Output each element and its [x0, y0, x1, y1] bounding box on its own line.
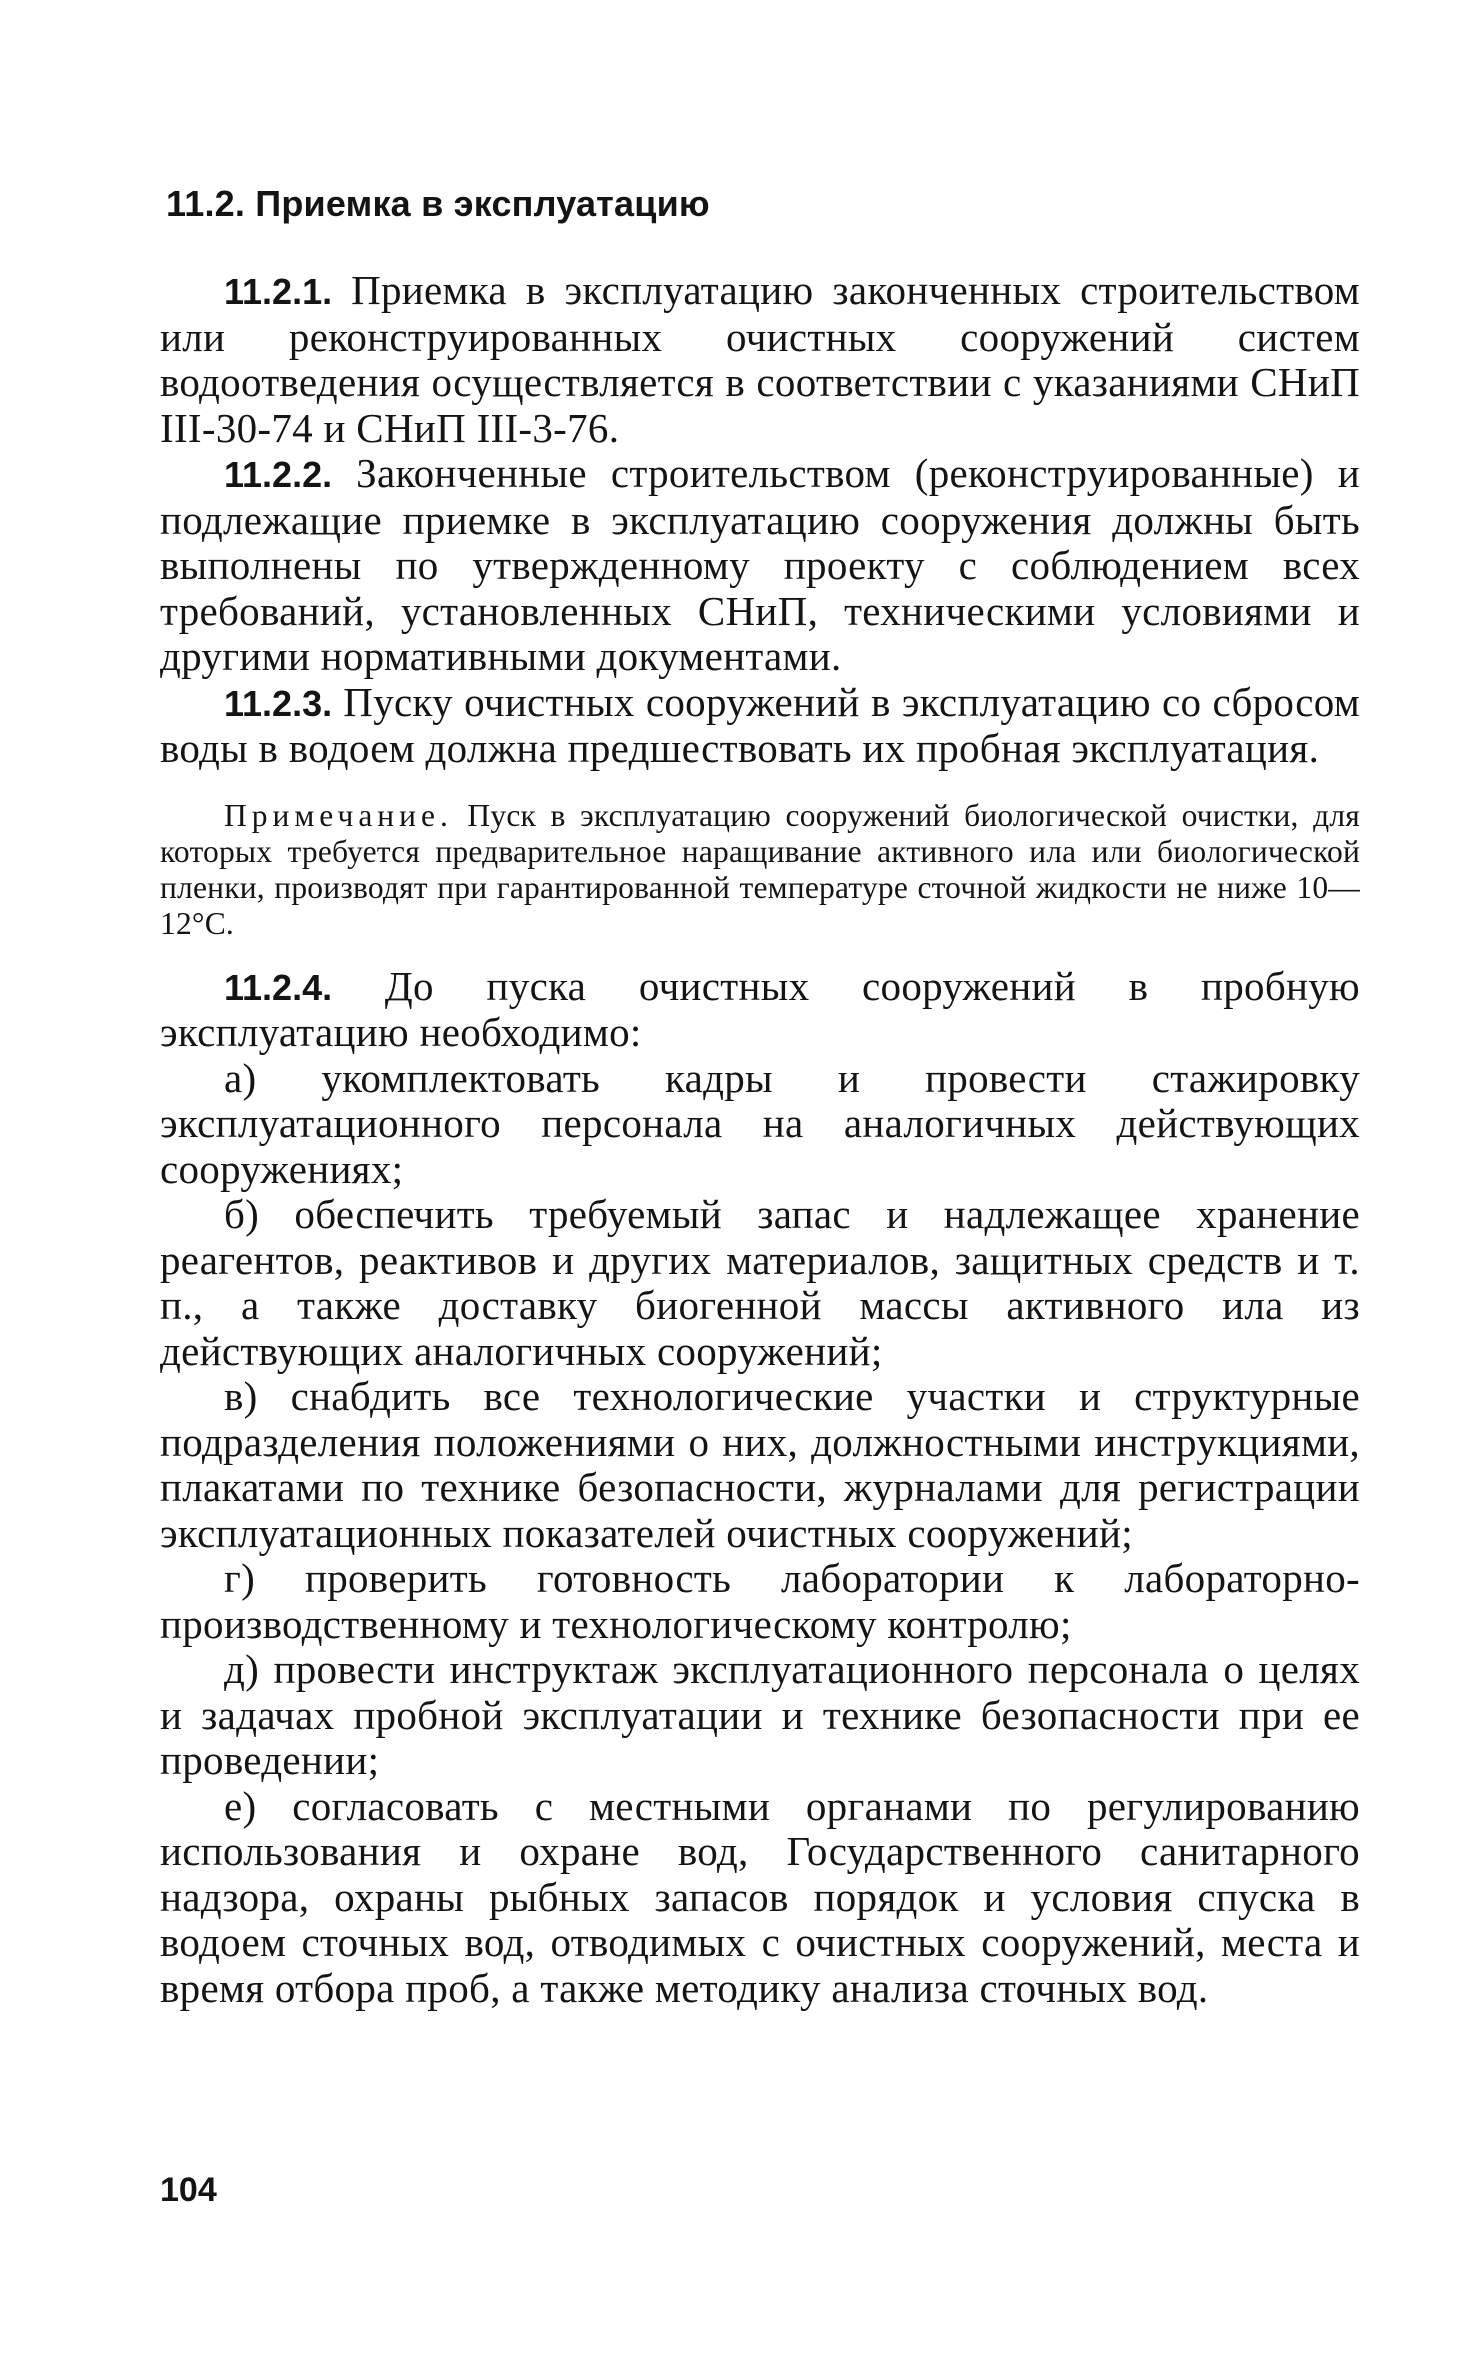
book-page [160, 170, 1360, 2300]
list-item-b: б) обеспечить требуемый запас и надлежащее хранение реагентов, реактивов и других материалов, защитных средств и т. п., а также доставку биогенной массы активного ила из действующих аналогичных сооружений; [160, 1191, 1360, 1374]
paragraph-text: Пуску очистных сооружений в эксплуатацию со сбросом воды в водоем должна предшествовать их пробная эксплуатация. [160, 678, 1360, 771]
paragraph-text: Законченные строительством (реконструированные) и подлежащие приемке в эксплуатацию сооружения должны быть выполнены по утвержденному проекту с соблюдением всех требований, установленных СНиП, техническими условиями и другими нормативными документами. [160, 450, 1360, 679]
list-item-a: а) укомплектовать кадры и провести стажировку эксплуатационного персонала на аналогичных действующих сооружениях; [160, 1054, 1360, 1192]
note-text: Пуск в эксплуатацию сооружений биологической очистки, для которых требуется предварительное наращивание активного ила или биологической пленки, производят при гарантированной температуре сточной жидкости не ниже 10—12°С. [160, 797, 1360, 941]
paragraph-number: 11.2.2. [224, 454, 333, 495]
paragraph-11-2-2 [160, 451, 1360, 680]
paragraph-number: 11.2.1. [224, 271, 333, 312]
paragraph-text: До пуска очистных сооружений в пробную эксплуатацию необходимо: [160, 962, 1360, 1055]
list-item-v: в) снабдить все технологические участки и структурные подразделения положениями о них, должностными инструкциями, плакатами по технике безопасности, журналами для регистрации эксплуатационных показателей очистных сооружений; [160, 1373, 1360, 1556]
paragraph-number: 11.2.4. [224, 966, 333, 1008]
paragraph-number: 11.2.3. [224, 682, 333, 724]
paragraph-11-2-4 [160, 964, 1360, 1056]
page-number: 104 [160, 2171, 217, 2209]
list-item-d: д) провести инструктаж эксплуатационного персонала о целях и задачах пробной эксплуатации и технике безопасности при ее проведении; [160, 1646, 1360, 1783]
note [160, 798, 1360, 942]
paragraph-11-2-3 [160, 680, 1360, 772]
list-item-g: г) проверить готовность лаборатории к лабораторно-производственному и технологическому контролю; [160, 1555, 1360, 1647]
list-item-e: е) согласовать с местными органами по регулированию использования и охране вод, Государственного санитарного надзора, охраны рыбных запасов порядок и условия спуска в водоем сточных вод, отводимых с очистных сооружений, места и время отбора проб, а также методику анализа сточных вод. [160, 1782, 1360, 2011]
paragraph-11-2-1 [160, 268, 1360, 451]
section-title: 11.2. Приемка в эксплуатацию [166, 183, 710, 224]
paragraph-text: Приемка в эксплуатацию законченных строительством или реконструированных очистных сооружений систем водоотведения осуществляется в соответствии с указаниями СНиП III-30-74 и СНиП III-3-76. [160, 267, 1360, 451]
note-label: Примечание. [224, 797, 453, 833]
